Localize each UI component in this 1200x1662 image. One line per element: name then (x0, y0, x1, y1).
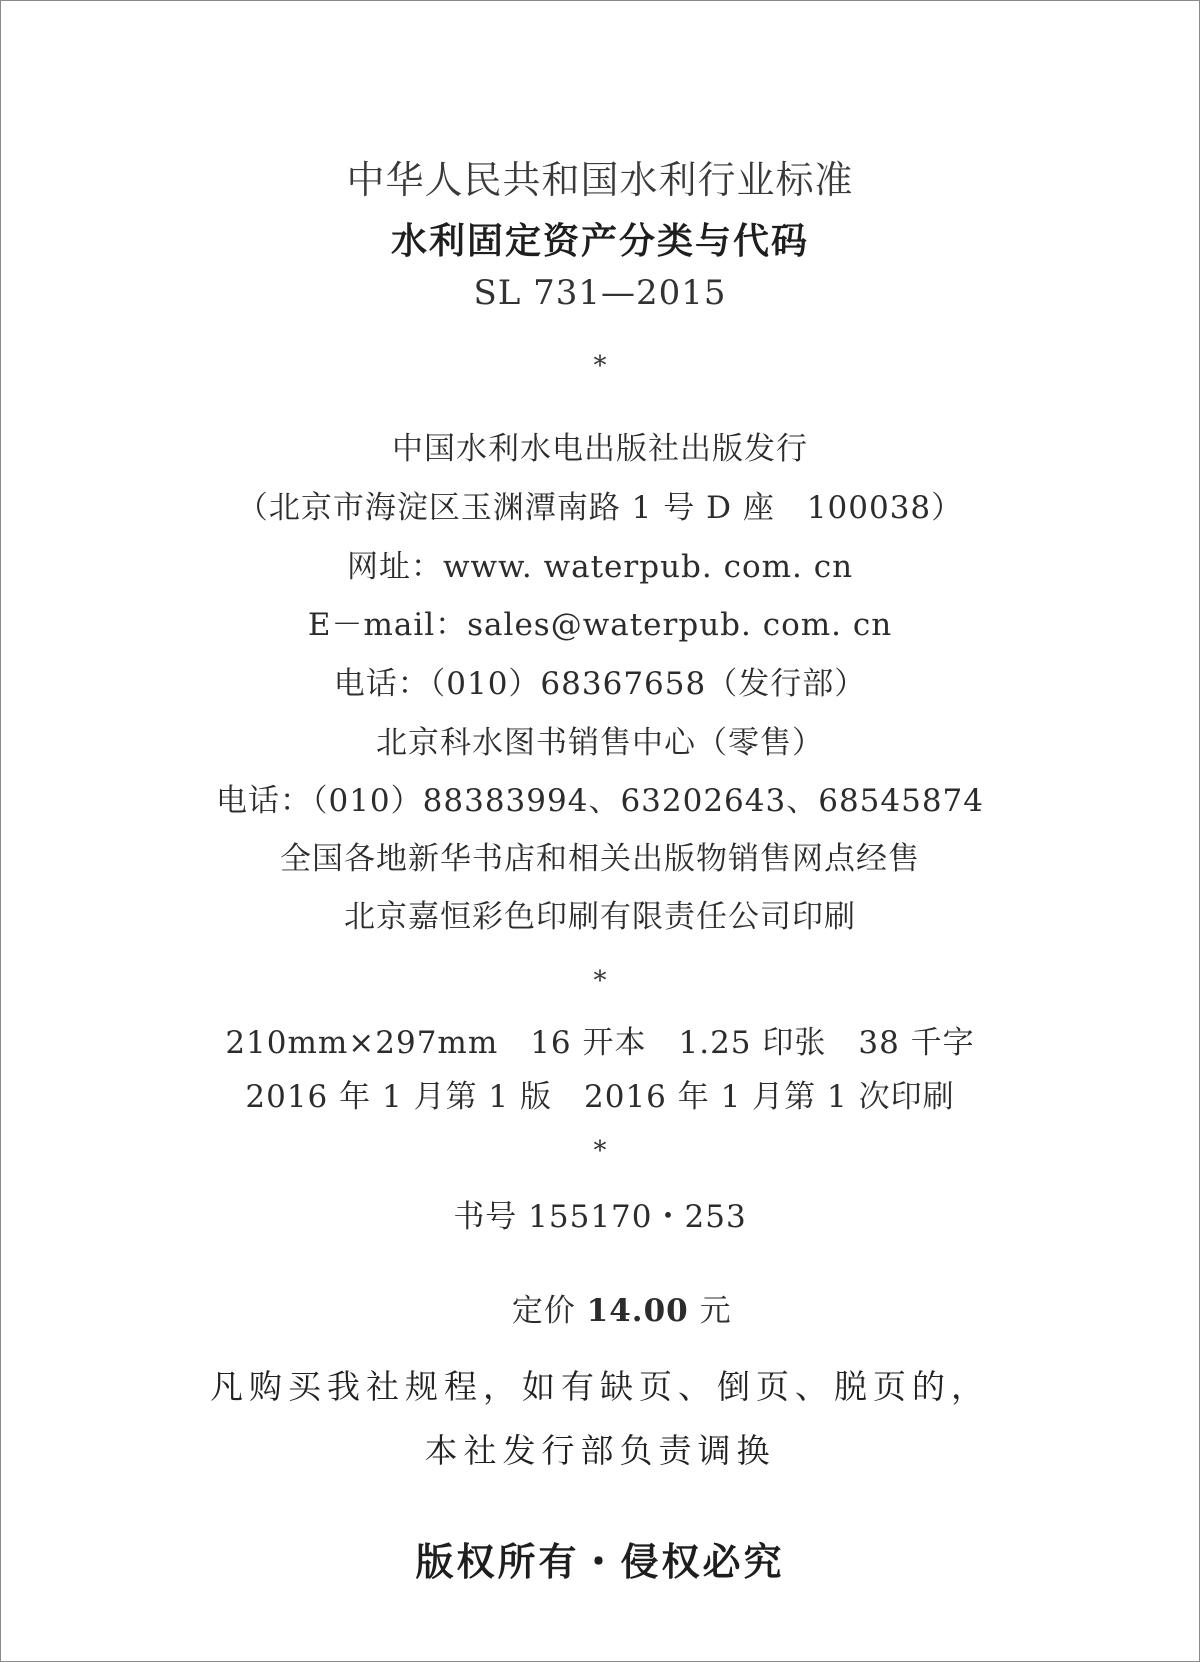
copyright-notice: 版权所有・侵权必究 (415, 1540, 785, 1584)
notice-line-1: 凡购买我社规程，如有缺页、倒页、脱页的， (210, 1367, 990, 1406)
price-suffix: 元 (688, 1293, 732, 1329)
separator-star-1: * (593, 351, 607, 381)
price-line (1, 1249, 1199, 1366)
retail-center: 北京科水图书销售中心（零售） (376, 725, 824, 761)
notice-line-2: 本社发行部负责调换 (424, 1431, 776, 1470)
separator-star-3: * (593, 1136, 607, 1166)
printer: 北京嘉恒彩色印刷有限责任公司印刷 (344, 899, 856, 935)
distribution-note: 全国各地新华书店和相关出版物销售网点经售 (280, 841, 920, 877)
price-prefix: 定价 (511, 1293, 587, 1329)
publisher-address: （北京市海淀区玉渊潭南路 1 号 D 座 100038） (236, 490, 964, 526)
standard-type: 中华人民共和国水利行业标准 (346, 158, 854, 202)
separator-star-2: * (593, 966, 607, 996)
document-title: 水利固定资产分类与代码 (390, 221, 809, 262)
publisher-email: E－mail：sales@waterpub. com. cn (307, 607, 893, 643)
isbn-line: 书号 155170・253 (453, 1199, 747, 1235)
format-specs: 210mm×297mm 16 开本 1.25 印张 38 千字 (225, 1025, 975, 1061)
price-value: 14.00 (586, 1293, 689, 1329)
publisher-website: 网址：www. waterpub. com. cn (346, 549, 854, 585)
edition-info: 2016 年 1 月第 1 版 2016 年 1 月第 1 次印刷 (245, 1079, 955, 1115)
phone-distribution: 电话：（010）68367658（发行部） (333, 666, 867, 702)
standard-code: SL 731—2015 (473, 273, 727, 313)
publisher-name: 中国水利水电出版社出版发行 (392, 431, 808, 467)
phone-retail: 电话：（010）88383994、63202643、68545874 (215, 783, 985, 819)
